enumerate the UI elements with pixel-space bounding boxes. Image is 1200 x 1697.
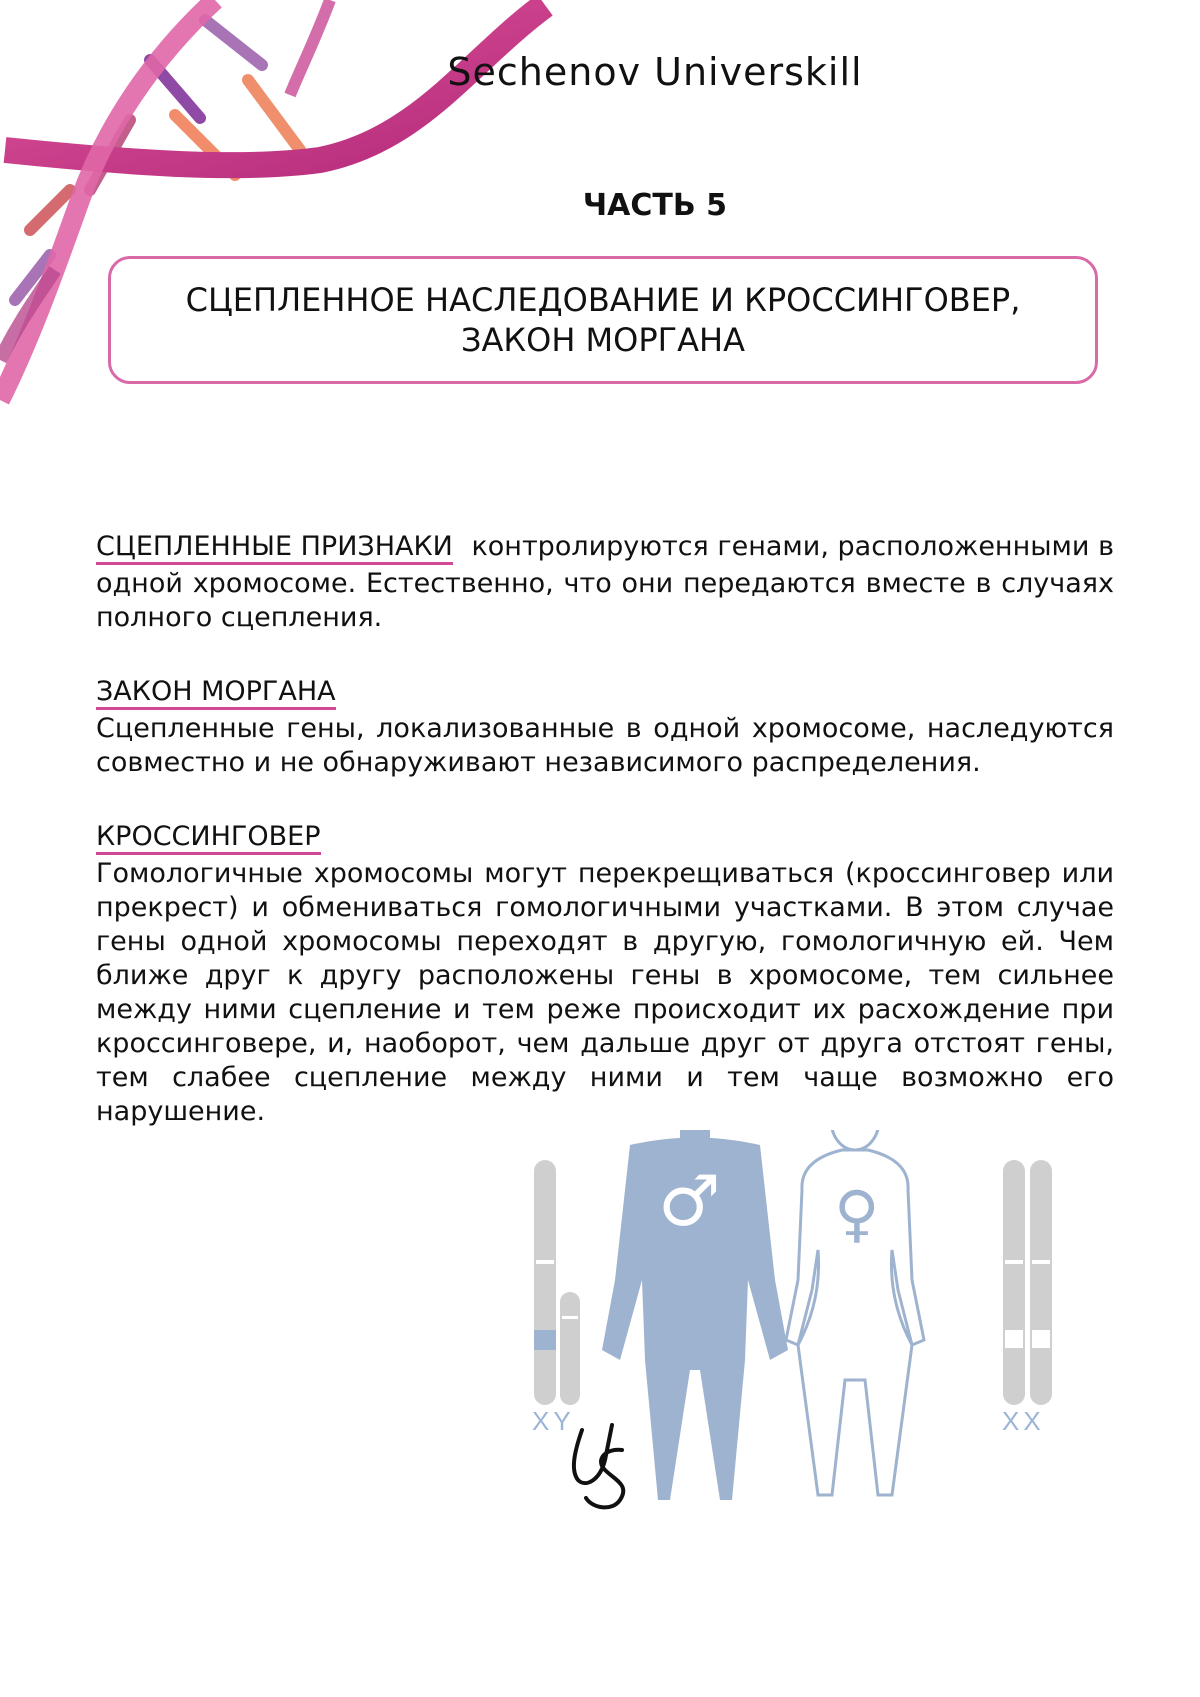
section-linked-traits [96, 530, 1114, 635]
female-chromosome-label: XX [1002, 1406, 1045, 1436]
brand-name: Sechenov Universkill [447, 50, 863, 94]
xy-chromosomes [534, 1160, 580, 1405]
part-label: ЧАСТЬ 5 [582, 188, 728, 223]
title-line-2: ЗАКОН МОРГАНА [461, 321, 745, 359]
content [96, 530, 1114, 1169]
xx-chromosomes [1003, 1160, 1052, 1405]
section-heading: СЦЕПЛЕННЫЕ ПРИЗНАКИ [96, 532, 453, 565]
male-chromosome-label: XY [532, 1406, 575, 1436]
section-heading: ЗАКОН МОРГАНА [96, 677, 336, 710]
section-text: Сцепленные гены, локализованные в одной хромосоме, наследуются совместно и не обнаруживают независимого распределения. [96, 713, 1114, 778]
section-heading: КРОССИНГОВЕР [96, 822, 321, 855]
section-text: Гомологичные хромосомы могут перекрещиваться (кроссинговер или прекрест) и обмениваться гомологичными участками. В этом случае гены одной хромосомы переходят в другую, гомологичную ей. Чем ближе друг к другу расположены гены в хромосоме, тем сильнее между ними сцепление и тем реже происходит их расхождение при кроссинговере, и, наоборот, чем дальше друг от друга отстоят гены, тем слабее сцепление между ними и тем чаще возможно его нарушение. [96, 858, 1114, 1127]
female-symbol: ♀ [834, 1177, 880, 1250]
male-symbol: ♂ [658, 1160, 721, 1242]
section-crossing-over [96, 820, 1114, 1129]
title-box [108, 256, 1098, 384]
universkill-logo-icon [574, 1425, 623, 1507]
section-text: контролируются генами, расположенными в одной хромосоме. Естественно, что они передаются вместе в случаях полного сцепления. [96, 531, 1114, 633]
sex-chromosomes-figure [520, 1130, 1200, 1650]
title-line-1: СЦЕПЛЕННОЕ НАСЛЕДОВАНИЕ И КРОССИНГОВЕР, [185, 281, 1021, 319]
section-morgan-law [96, 675, 1114, 780]
